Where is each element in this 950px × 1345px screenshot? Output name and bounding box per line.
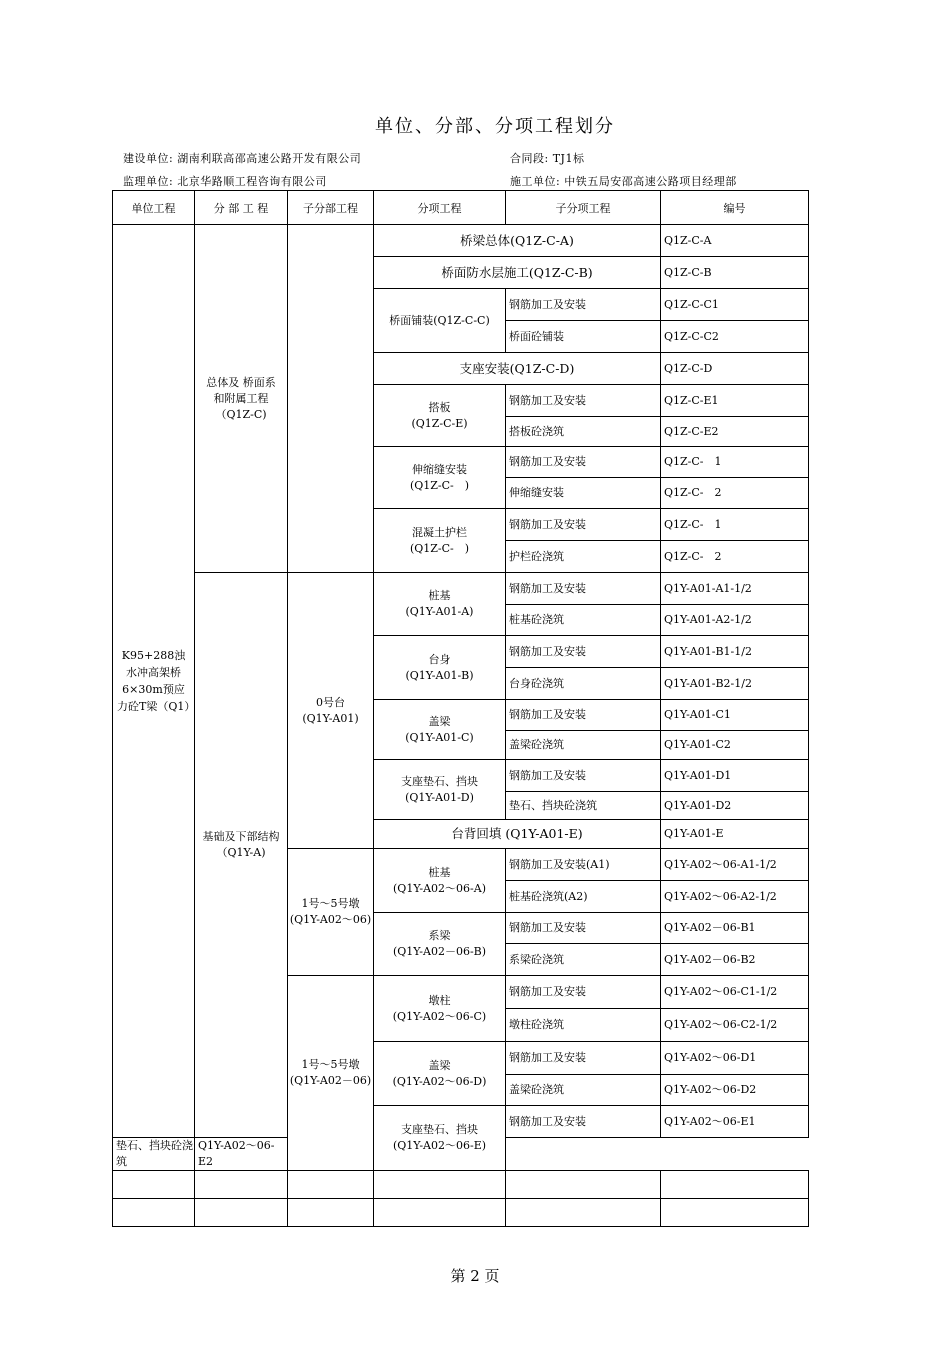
code-cell: Q1Z-C-D bbox=[661, 353, 809, 385]
subdivision-cell: 1号～5号墩 (Q1Y-A02～06) bbox=[288, 849, 374, 976]
unit-cell: K95+288浊水冲高架桥6×30m预应力砼T梁（Q1） bbox=[113, 225, 195, 1138]
subitem-cell: 钢筋加工及安装 bbox=[506, 447, 661, 478]
code-cell: Q1Y-A02～06-C2-1/2 bbox=[661, 1009, 809, 1042]
code-cell: Q1Z-C- 1 bbox=[661, 447, 809, 478]
code-cell: Q1Z-C-C1 bbox=[661, 289, 809, 321]
contract-section: 合同段: TJ1标 bbox=[510, 152, 585, 165]
subitem-cell: 钢筋加工及安装(A1) bbox=[506, 849, 661, 881]
division-cell: 基础及下部结构（Q1Y-A) bbox=[195, 573, 288, 1138]
code-cell: Q1Y-A02～06-C1-1/2 bbox=[661, 976, 809, 1009]
item-cell: 系梁 (Q1Y-A02－06-B) bbox=[374, 913, 506, 976]
subitem-cell: 钢筋加工及安装 bbox=[506, 700, 661, 731]
item-cell: 支座垫石、挡块 (Q1Y-A02～06-E) bbox=[374, 1106, 506, 1171]
code-cell: Q1Z-C-C2 bbox=[661, 321, 809, 353]
subdivision-cell: 0号台 (Q1Y-A01) bbox=[288, 573, 374, 849]
header-division: 分 部 工 程 bbox=[195, 191, 288, 225]
code-cell: Q1Y-A02～06-D1 bbox=[661, 1042, 809, 1075]
empty-row bbox=[113, 1171, 809, 1199]
contractor-unit: 施工单位: 中铁五局安邵高速公路项目经理部 bbox=[510, 175, 737, 188]
subdivision-cell: 1号～5号墩 (Q1Y-A02－06) bbox=[288, 976, 374, 1171]
subitem-cell: 钢筋加工及安装 bbox=[506, 509, 661, 541]
item-cell: 盖梁 (Q1Y-A01-C) bbox=[374, 700, 506, 760]
construction-unit: 建设单位: 湖南利联高邵高速公路开发有限公司 bbox=[123, 152, 362, 165]
subitem-cell: 垫石、挡块砼浇筑 bbox=[506, 792, 661, 820]
code-cell: Q1Y-A01-C1 bbox=[661, 700, 809, 731]
code-cell: Q1Y-A02～06-E1 bbox=[661, 1106, 809, 1138]
code-cell: Q1Z-C-E2 bbox=[661, 417, 809, 447]
subitem-cell: 垫石、挡块砼浇筑 bbox=[113, 1138, 195, 1171]
header-subitem: 子分项工程 bbox=[506, 191, 661, 225]
subdivision-cell bbox=[288, 225, 374, 573]
subitem-cell: 钢筋加工及安装 bbox=[506, 636, 661, 668]
code-cell: Q1Y-A01-B1-1/2 bbox=[661, 636, 809, 668]
page-number: 第 2 页 bbox=[450, 1267, 500, 1285]
code-cell: Q1Y-A01-B2-1/2 bbox=[661, 668, 809, 700]
subitem-cell: 钢筋加工及安装 bbox=[506, 385, 661, 417]
subitem-cell: 护栏砼浇筑 bbox=[506, 541, 661, 573]
item-cell: 混凝土护栏 (Q1Z-C- ) bbox=[374, 509, 506, 573]
subitem-cell: 钢筋加工及安装 bbox=[506, 289, 661, 321]
subitem-cell: 系梁砼浇筑 bbox=[506, 944, 661, 976]
supervision-unit: 监理单位: 北京华路顺工程咨询有限公司 bbox=[123, 175, 327, 188]
item-cell: 桥面防水层施工(Q1Z-C-B) bbox=[374, 257, 661, 289]
code-cell: Q1Y-A02～06-A2-1/2 bbox=[661, 881, 809, 913]
code-cell: Q1Z-C- 2 bbox=[661, 541, 809, 573]
subitem-cell: 墩柱砼浇筑 bbox=[506, 1009, 661, 1042]
item-cell: 支座安装(Q1Z-C-D) bbox=[374, 353, 661, 385]
item-cell: 搭板 (Q1Z-C-E) bbox=[374, 385, 506, 447]
empty-row bbox=[113, 1199, 809, 1227]
code-cell: Q1Y-A01-A1-1/2 bbox=[661, 573, 809, 605]
code-cell: Q1Z-C-B bbox=[661, 257, 809, 289]
code-cell: Q1Y-A02－06-B1 bbox=[661, 913, 809, 944]
subitem-cell: 台身砼浇筑 bbox=[506, 668, 661, 700]
subitem-cell: 钢筋加工及安装 bbox=[506, 1042, 661, 1075]
code-cell: Q1Y-A02－06-B2 bbox=[661, 944, 809, 976]
item-cell: 台身 (Q1Y-A01-B) bbox=[374, 636, 506, 700]
header-unit: 单位工程 bbox=[113, 191, 195, 225]
subitem-cell: 钢筋加工及安装 bbox=[506, 976, 661, 1009]
subitem-cell: 伸缩缝安装 bbox=[506, 478, 661, 509]
code-cell: Q1Y-A02～06-A1-1/2 bbox=[661, 849, 809, 881]
subitem-cell: 钢筋加工及安装 bbox=[506, 760, 661, 792]
code-cell: Q1Y-A01-E bbox=[661, 820, 809, 849]
division-cell: 总体及 桥面系和附属工程（Q1Z-C) bbox=[195, 225, 288, 573]
item-cell: 桥梁总体(Q1Z-C-A) bbox=[374, 225, 661, 257]
code-cell: Q1Y-A02～06-D2 bbox=[661, 1075, 809, 1106]
code-cell: Q1Z-C-E1 bbox=[661, 385, 809, 417]
subitem-cell: 桥面砼铺装 bbox=[506, 321, 661, 353]
subitem-cell: 盖梁砼浇筑 bbox=[506, 1075, 661, 1106]
code-cell: Q1Z-C- 2 bbox=[661, 478, 809, 509]
code-cell: Q1Y-A01-A2-1/2 bbox=[661, 605, 809, 636]
item-cell: 支座垫石、挡块 (Q1Y-A01-D) bbox=[374, 760, 506, 820]
code-cell: Q1Y-A01-D1 bbox=[661, 760, 809, 792]
code-cell: Q1Y-A02～06-E2 bbox=[195, 1138, 288, 1171]
table-header-row bbox=[113, 191, 809, 225]
page-title: 单位、分部、分项工程划分 bbox=[375, 116, 615, 137]
item-cell: 墩柱 (Q1Y-A02～06-C) bbox=[374, 976, 506, 1042]
header-subdivision: 子分部工程 bbox=[288, 191, 374, 225]
header-item: 分项工程 bbox=[374, 191, 506, 225]
item-cell: 台背回填 (Q1Y-A01-E) bbox=[374, 820, 661, 849]
subitem-cell: 钢筋加工及安装 bbox=[506, 573, 661, 605]
code-cell: Q1Z-C-A bbox=[661, 225, 809, 257]
item-cell: 桩基 (Q1Y-A02～06-A) bbox=[374, 849, 506, 913]
subitem-cell: 钢筋加工及安装 bbox=[506, 1106, 661, 1138]
subitem-cell: 桩基砼浇筑(A2) bbox=[506, 881, 661, 913]
code-cell: Q1Y-A01-D2 bbox=[661, 792, 809, 820]
division-table bbox=[112, 190, 809, 1227]
code-cell: Q1Z-C- 1 bbox=[661, 509, 809, 541]
item-cell: 桥面铺装(Q1Z-C-C) bbox=[374, 289, 506, 353]
subitem-cell: 钢筋加工及安装 bbox=[506, 913, 661, 944]
item-cell: 桩基 (Q1Y-A01-A) bbox=[374, 573, 506, 636]
code-cell: Q1Y-A01-C2 bbox=[661, 731, 809, 760]
subitem-cell: 盖梁砼浇筑 bbox=[506, 731, 661, 760]
header-code: 编号 bbox=[661, 191, 809, 225]
item-cell: 伸缩缝安装 (Q1Z-C- ) bbox=[374, 447, 506, 509]
subitem-cell: 搭板砼浇筑 bbox=[506, 417, 661, 447]
item-cell: 盖梁 (Q1Y-A02～06-D) bbox=[374, 1042, 506, 1106]
subitem-cell: 桩基砼浇筑 bbox=[506, 605, 661, 636]
